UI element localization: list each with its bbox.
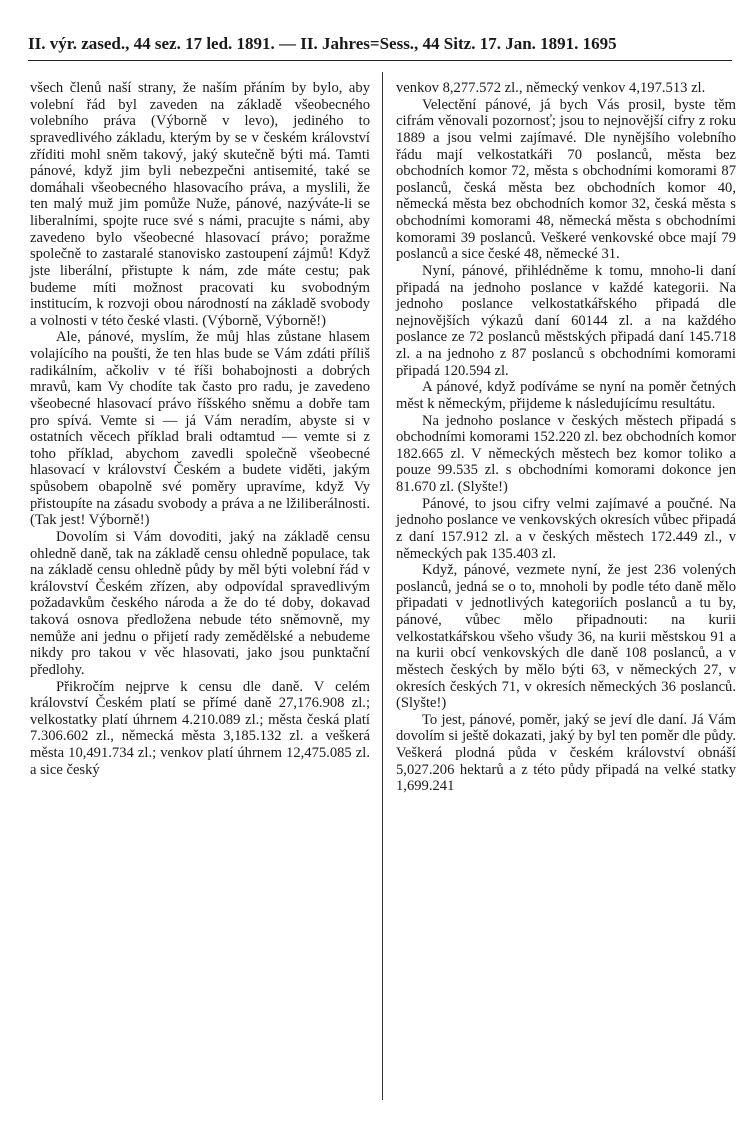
paragraph: Přikročím nejprve k censu dle daně. V celém království Českém platí se přímé daně 27,176.908 zl.; velkostatky platí úhrnem 4.210.089 zl.; města česká platí 7.306.602 zl., německá města 3,185.132 zl. a veškerá města 10,491.734 zl.; venkov platí úhrnem 12,475.085 zl. a sice český: [30, 678, 370, 778]
paragraph: Ale, pánové, myslím, že můj hlas zůstane hlasem volajícího na poušti, že ten hlas bude se Vám zdáti příliš radikálním, ačkoliv v té říši bohabojnosti a dobrých mravů, kam Vy chodíte tak často pro radu, je zavedeno všeobecné hlasovací právo říšského sněmu a dobře tam pro spívá. Vemte si — já Vám neradím, abyste si v ostatních věcech příklad brali odtamtud — vemte si z toho příklad, abychom zavedli společně všeobecné hlasovací v království Českém a budete viděti, jakým spůsobem obapolně své poměry upravíme, když Vy přistoupíte na zásadu svobody a práva a ne lžiliberálnosti. (Tak jest! Výborně!): [30, 329, 370, 529]
paragraph: Pánové, to jsou cifry velmi zajímavé a poučné. Na jednoho poslance ve venkovských okresích vůbec připadá z daní 157.912 zl. a v českých městech 172.449 zl., v německých pak 135.403 zl.: [396, 495, 736, 562]
paragraph: Velectění pánové, já bych Vás prosil, byste těm cifrám věnovali pozornosť; jsou to nejnovější cifry z roku 1889 a jsou velmi zajímavé. Dle nynějšího volebního řádu mají velkostatkáři 70 poslanců, města bez obchodních komor 72, města s obchodními komorami 87 poslanců, česká města bez obchodních komor 40, německá města bez obchodních komor 32, česká města s obchodními komorami 48, německá města s obchodními komorami 39 poslanců. Veškeré venkovské obce mají 79 poslanců a sice české 48, německé 31.: [396, 96, 736, 263]
paragraph: všech členů naší strany, že naším přáním by bylo, aby volební řád byl zaveden na základě všeobecného volebního práva (Výborně v levo), jediného to spravedlivého základu, kterým by se v českém království zříditi mohl sněm takový, jaký skutečně býti má. Tamti pánové, když jim byli nebezpečni antisemité, také se domáhali všeobecného hlasovacího práva, a myslili, že ten malý muž jim pomůže Nuže, pánové, nazýváte-li se liberalními, spojte ruce své s námi, pracujte s námi, aby zavedeno bylo všeobecné hlasovací právo; poražme společně to zastaralé stanovisko zastoupení zájmů! Když jste liberální, přistupte k nám, zde máte cestu; pak budeme míti možnost pracovati ku svobodným institucím, k rozvoji obou národností na základě svobody a volnosti v této české vlasti. (Výborně, Výborně!): [30, 80, 370, 329]
paragraph: Nyní, pánové, přihlédněme k tomu, mnoho-li daní připadá na jednoho poslance v každé kategorii. Na jednoho poslance velkostatkářského připadá dle nejnovějších výkazů daní 60144 zl. a na každého poslance ze 72 poslanců městských připadá daní 145.718 zl. a na jednoho z 87 poslanců s obchodními komorami připadá 120.594 zl.: [396, 262, 736, 379]
left-text-column: [30, 80, 370, 778]
column-divider: [382, 72, 383, 1100]
paragraph: Dovolím si Vám dovoditi, jaký na základě censu ohledně daně, tak na základě censu ohledně populace, tak na základě censu ohledně půdy by měl býti volební řád v království Českém zřízen, aby odpovídal spravedlivým požadavkům českého národa a že do té doby, dokavad taková osnova předložena nebude této sněmovně, my nemůže ani jednu o přijetí rady zemědělské a nebudeme nikdy pro takou v věc hlasovati, jako jsou punktační předlohy.: [30, 528, 370, 678]
paragraph: A pánové, když podíváme se nyní na poměr četných měst k německým, přijdeme k následujícímu resultátu.: [396, 379, 736, 412]
paragraph: To jest, pánové, poměr, jaký se jeví dle daní. Já Vám dovolím si ještě dokazati, jaký by byl ten poměr dle půdy. Veškerá plodná půda v českém království obnáší 5,027.206 hektarů a z této půdy připadá na velké statky 1,699.241: [396, 711, 736, 795]
right-text-column: [396, 80, 736, 795]
running-header: II. výr. zased., 44 sez. 17 led. 1891. — II. Jahres=Sess., 44 Sitz. 17. Jan. 1891. 1695: [28, 34, 617, 53]
paragraph: Když, pánové, vezmete nyní, že jest 236 volených poslanců, jedná se o to, mnoholi by podle této daně mělo připadati v jednotlivých kategoriích poslanců a tu by, pánové, vůbec mělo připadnouti: na kurii velkostatkářskou všeho všudy 36, na kurii městskou 91 a na kurii obcí venkovských dle daně 108 poslanců, a v městech českých by mělo býti 63, v německých 27, v okresích českých 71, v okresích německých 36 poslanců. (Slyšte!): [396, 562, 736, 712]
header-rule: [28, 60, 732, 61]
paragraph: Na jednoho poslance v českých městech připadá s obchodními komorami 152.220 zl. bez obchodních komor 182.665 zl. V německých městech bez komor toliko a pouze 99.535 zl. s obchodními komorami dokonce jen 81.670 zl. (Slyšte!): [396, 412, 736, 495]
paragraph: venkov 8,277.572 zl., německý venkov 4,197.513 zl.: [396, 80, 706, 96]
